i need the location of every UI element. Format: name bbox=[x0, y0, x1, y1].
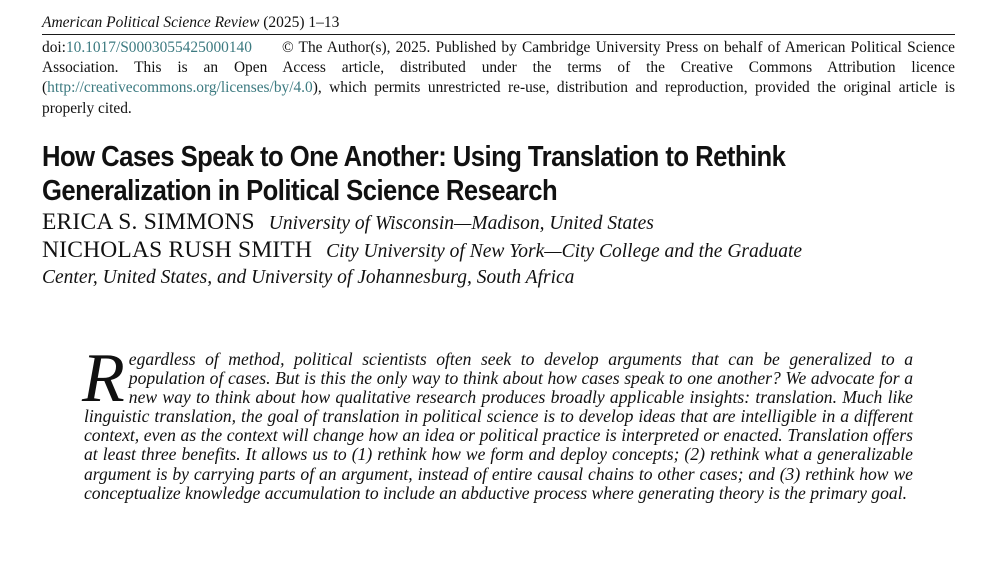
author-name: ERICA S. SIMMONS bbox=[42, 209, 255, 235]
journal-citation: (2025) 1–13 bbox=[259, 14, 340, 31]
license-text-b: ), which permits unrestricted re-use, distribution and reproduction, provided the original article is properly cited. bbox=[42, 79, 955, 117]
author-entry bbox=[42, 209, 955, 237]
title-line-2: Generalization in Political Science Research bbox=[42, 175, 558, 207]
article-first-page bbox=[42, 0, 955, 562]
author-affiliation: City University of New York—City College and the Graduate bbox=[326, 241, 803, 262]
author-affiliation-continued: Center, United States, and University of Johannesburg, South Africa bbox=[42, 267, 575, 288]
journal-name: American Political Science Review bbox=[42, 14, 260, 31]
abstract bbox=[82, 340, 913, 503]
title-line-1: How Cases Speak to One Another: Using Translation to Rethink bbox=[42, 141, 786, 173]
abstract-text: egardless of method, political scientists often seek to develop arguments that can be generalized to a population of cases. But is this the only way to think about how cases speak to one another? We advocate for a new way to think about how qualitative research produces broadly applicable insights: translation. Much like linguistic translation, the goal of translation in political science is to develop ideas that are intelligible in a different context, even as the context will change how an idea or political practice is interpreted or enacted. Translation offers at least three benefits. It allows us to (1) rethink how we form and deploy concepts; (2) rethink what a generalizable argument is by carrying parts of an argument, instead of entire causal chains to other cases; and (3) rethink how we conceptualize knowledge accumulation to include an abductive process where generating theory is the primary goal. bbox=[84, 349, 913, 503]
license-text-a: © The Author(s), 2025. Published by Cambridge University Press on behalf of American Political Science Association. This is an Open Access article, distributed under the terms of the Creative Commons Attribution licence ( bbox=[42, 39, 955, 97]
license-notice bbox=[42, 38, 955, 119]
author-name: NICHOLAS RUSH SMITH bbox=[42, 237, 313, 263]
license-link[interactable]: http://creativecommons.org/licenses/by/4.0 bbox=[47, 79, 313, 97]
author-entry bbox=[42, 237, 955, 265]
article-title bbox=[42, 140, 864, 208]
abstract-drop-cap: R bbox=[82, 340, 125, 417]
author-affiliation: University of Wisconsin—Madison, United States bbox=[268, 213, 654, 234]
header-rule bbox=[42, 34, 955, 35]
doi-link[interactable]: 10.1017/S0003055425000140 bbox=[65, 39, 252, 56]
author-block bbox=[42, 209, 955, 291]
doi-label: doi: bbox=[42, 39, 66, 56]
running-head bbox=[42, 14, 339, 32]
